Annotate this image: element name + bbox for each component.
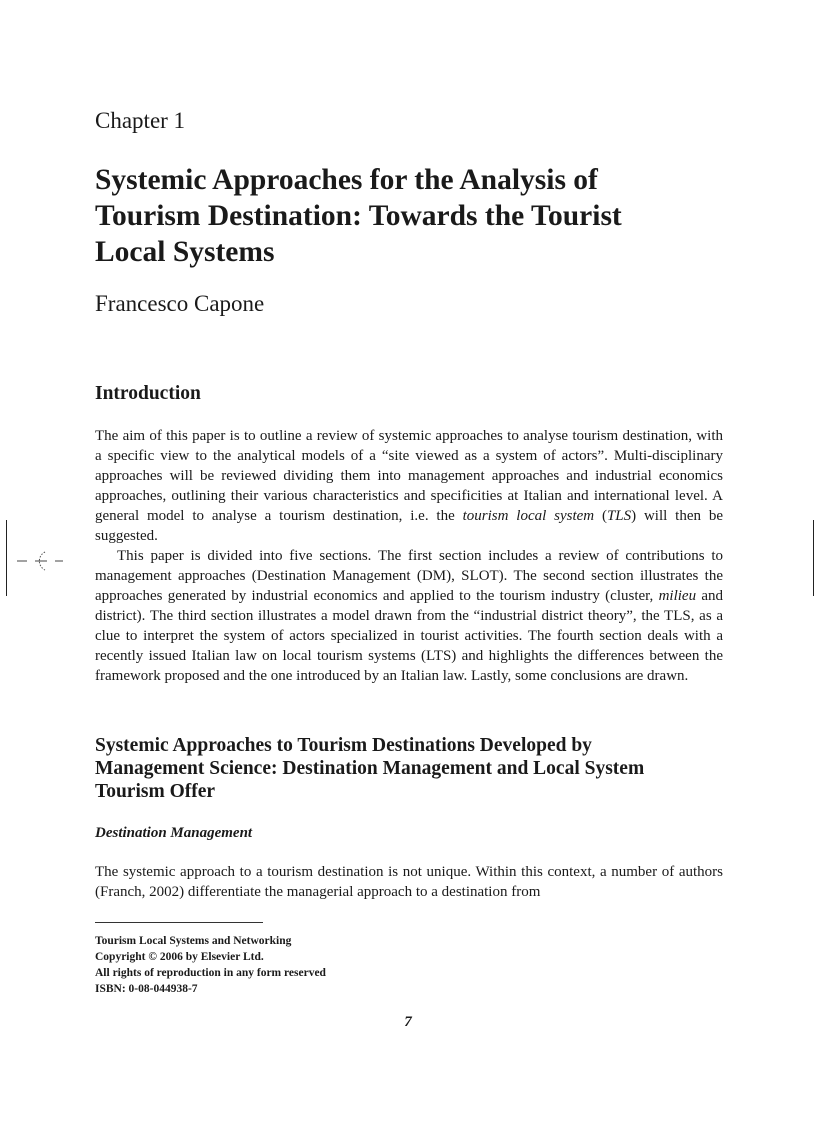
chapter-title-line: Systemic Approaches for the Analysis of bbox=[95, 164, 598, 196]
section-heading bbox=[95, 734, 723, 803]
copyright-footer bbox=[95, 933, 326, 997]
chapter-label: Chapter 1 bbox=[95, 108, 186, 133]
intro-paragraph-2 bbox=[95, 546, 723, 686]
chapter-title bbox=[95, 162, 735, 270]
text-run: The aim of this paper is to outline a review of systemic approaches to analyse tourism destination, with a specific view to the analytical models of a “site viewed as a system of actors”. Multi-disciplinary approaches will be reviewed dividing them into management approaches and industrial economics approaches, outlining their various characteristics and specificities at Italian and international level. A general model to analyse a tourism destination, i.e. the bbox=[95, 428, 723, 524]
introduction-section bbox=[95, 382, 723, 686]
introduction-heading: Introduction bbox=[95, 383, 201, 404]
emphasis-text: tourism local system bbox=[462, 508, 595, 524]
registration-mark-icon bbox=[15, 546, 67, 576]
subsection-heading: Destination Management bbox=[95, 825, 253, 841]
emphasis-text: milieu bbox=[658, 588, 697, 604]
author-name: Francesco Capone bbox=[95, 291, 265, 316]
section-heading-line: Management Science: Destination Management and Local System bbox=[95, 758, 645, 779]
footnote-rule bbox=[95, 922, 263, 923]
emphasis-text: TLS bbox=[606, 508, 632, 524]
chapter-title-line: Tourism Destination: Towards the Tourist bbox=[95, 200, 622, 232]
section-heading-line: Systemic Approaches to Tourism Destinations Developed by bbox=[95, 735, 592, 756]
destination-management-section bbox=[95, 734, 723, 902]
footer-isbn: ISBN: 0-08-044938-7 bbox=[95, 983, 198, 995]
page-number: 7 bbox=[404, 1014, 412, 1030]
text-run: ( bbox=[594, 508, 607, 524]
crop-mark-left bbox=[6, 520, 7, 596]
text-run: This paper is divided into five sections. The first section includes a review of contributions to management approaches (Destination Management (DM), SLOT). The second section illustrates the approaches generated by industrial economics and applied to the tourism industry (cluster, bbox=[95, 548, 723, 604]
section-heading-line: Tourism Offer bbox=[95, 781, 216, 802]
section-paragraph: The systemic approach to a tourism destination is not unique. Within this context, a number of authors (Franch, 2002) differentiate the managerial approach to a destination from bbox=[95, 864, 723, 900]
chapter-title-line: Local Systems bbox=[95, 236, 275, 268]
footer-book-title: Tourism Local Systems and Networking bbox=[95, 935, 292, 947]
crop-mark-right bbox=[813, 520, 814, 596]
footer-rights: All rights of reproduction in any form reserved bbox=[95, 967, 326, 979]
text-run: and district). The third section illustrates a model drawn from the “industrial district theory”, the TLS, as a clue to interpret the system of actors specialized in tourist activities. The fourth section deals with a recently issued Italian law on local tourism systems (LTS) and highlights the differences between the framework proposed and the one introduced by an Italian law. Lastly, some conclusions are drawn. bbox=[95, 588, 723, 684]
text-run: ) will then be suggested. bbox=[95, 508, 723, 544]
footer-copyright: Copyright © 2006 by Elsevier Ltd. bbox=[95, 951, 264, 963]
intro-paragraph-1 bbox=[95, 426, 723, 546]
